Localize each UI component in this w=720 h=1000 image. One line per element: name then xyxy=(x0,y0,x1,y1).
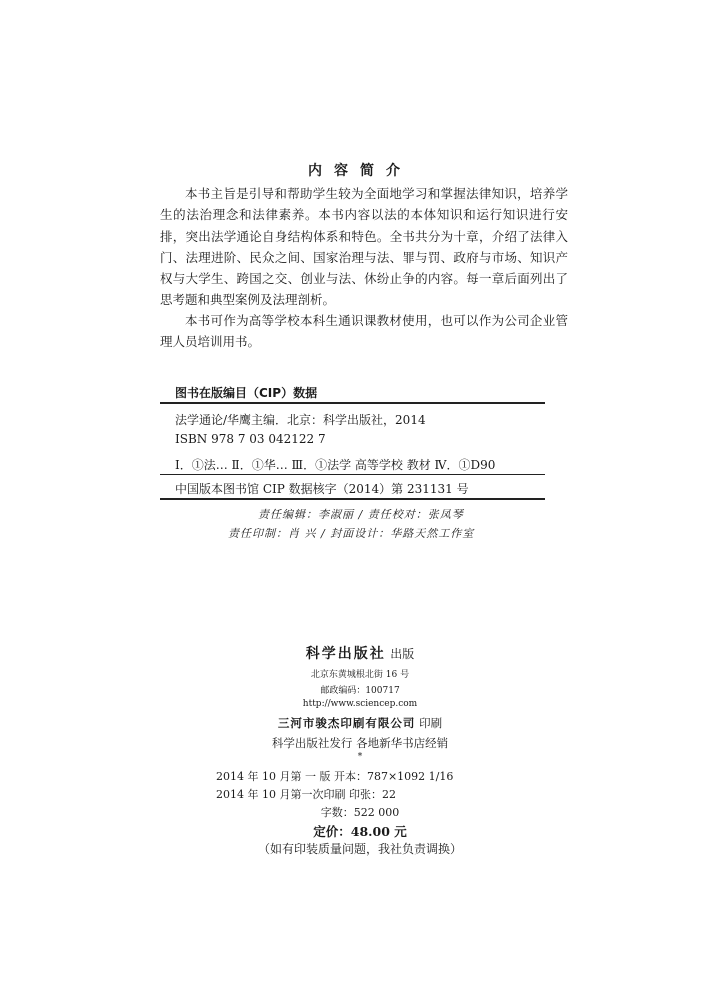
publisher-address: 北京东黄城根北街 16 号 xyxy=(310,670,410,680)
separator-star: * xyxy=(357,752,363,762)
cip-classification-line: Ⅰ．①法… Ⅱ．①华… Ⅲ．①法学 高等学校 教材 Ⅳ．①D90 xyxy=(175,458,496,472)
word-count: 字数：522 000 xyxy=(320,806,400,819)
cip-middle-rule xyxy=(160,474,545,475)
printer-line xyxy=(0,715,720,731)
quality-notice: （如有印装质量问题，我社负责调换） xyxy=(257,842,462,856)
printer-name: 三河市骏杰印刷有限公司 xyxy=(277,716,416,730)
printing-line: 2014 年 10 月第一次印刷 印张：22 xyxy=(216,788,396,801)
publisher-suffix: 出版 xyxy=(390,647,415,661)
publisher-website: http://www.sciencep.com xyxy=(302,699,418,709)
editor-proofreader-line: 责任编辑：李淑丽 / 责任校对：张凤琴 xyxy=(258,508,464,521)
intro-paragraph-1: 本书主旨是引导和帮助学生较为全面地学习和掌握法律知识，培养学生的法治理念和法律素养。本书内容以法的本体知识和运行知识进行安排，突出法学通论自身结构体系和特色。全书共分为十章，介绍了法律入门、法理进阶、民众之间、国家治理与法、罪与罚、政府与市场、知识产权与大学生、跨国之交、创业与法、休纷止争的内容。每一章后面列出了思考题和典型案例及法理剖析。 xyxy=(160,186,568,308)
intro-paragraph-2: 本书可作为高等学校本科生通识课教材使用，也可以作为公司企业管理人员培训用书。 xyxy=(160,313,568,350)
distribution-line: 科学出版社发行 各地新华书店经销 xyxy=(271,736,449,750)
cip-bottom-rule xyxy=(160,498,545,500)
cip-title-line: 法学通论/华鹰主编．北京：科学出版社，2014 xyxy=(175,413,426,427)
cip-isbn-line: ISBN 978 7 03 042122 7 xyxy=(175,432,326,446)
publisher-name: 科学出版社 xyxy=(305,646,386,662)
publisher-line xyxy=(0,643,720,663)
edition-line: 2014 年 10 月第 一 版 开本：787×1092 1/16 xyxy=(216,770,454,783)
cip-label: 图书在版编目（CIP）数据 xyxy=(175,386,318,400)
cip-record-line: 中国版本图书馆 CIP 数据核字（2014）第 231131 号 xyxy=(175,482,469,496)
cip-top-rule xyxy=(160,402,545,404)
price: 定价：48.00 元 xyxy=(313,824,407,839)
printer-suffix: 印刷 xyxy=(419,716,443,730)
intro-title: 内容简介 xyxy=(308,163,412,179)
printing-cover-design-line: 责任印制：肖 兴 / 封面设计：华路天然工作室 xyxy=(228,527,475,540)
publisher-postcode: 邮政编码：100717 xyxy=(320,686,400,696)
